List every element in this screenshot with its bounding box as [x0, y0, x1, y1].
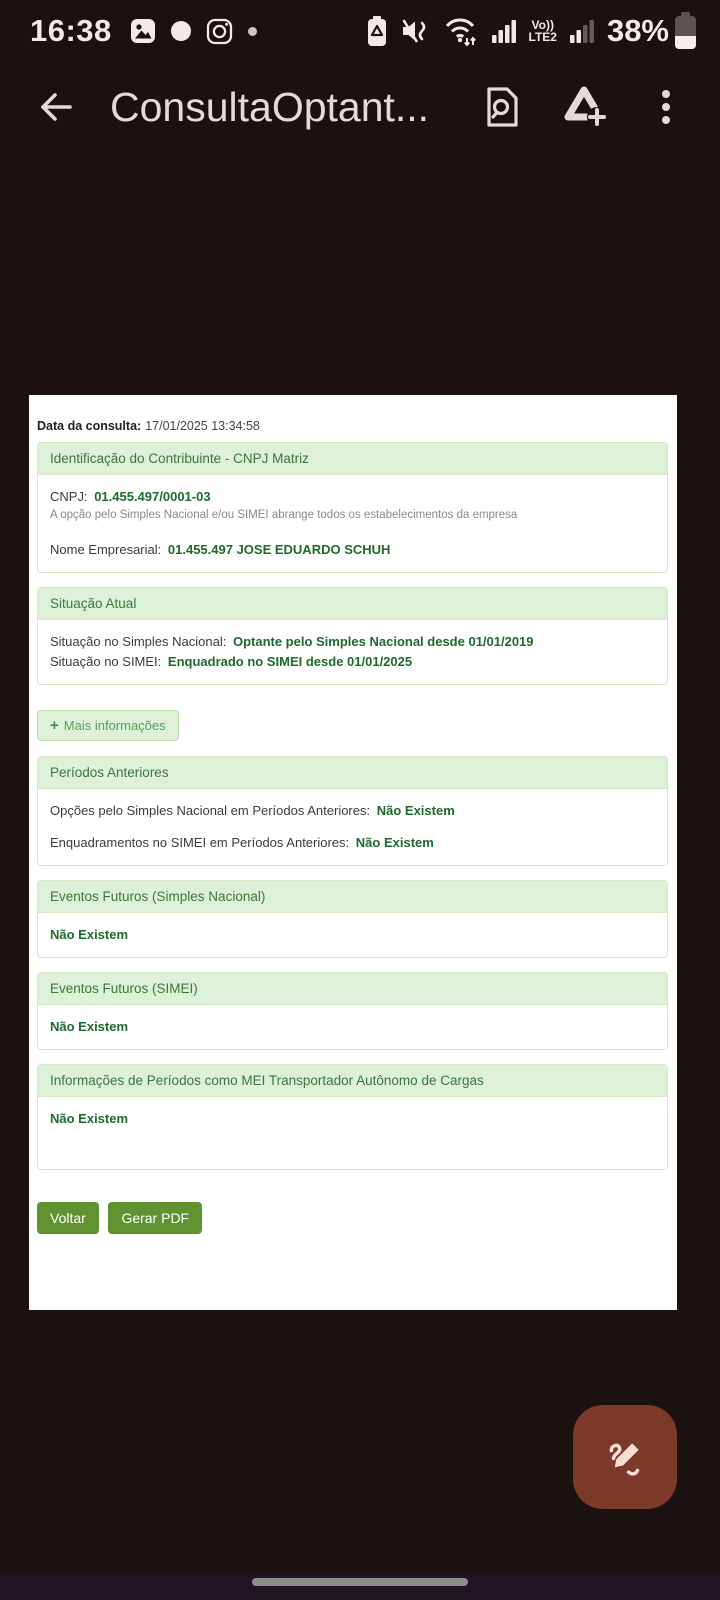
battery-icon	[675, 12, 696, 50]
panel-title: Eventos Futuros (SIMEI)	[38, 973, 667, 1005]
gallery-icon	[130, 18, 156, 44]
back-button[interactable]	[28, 83, 76, 131]
document-title: ConsultaOptant...	[110, 83, 430, 130]
cnpj-note: A opção pelo Simples Nacional e/ou SIMEI abrange todos os estabelecimentos da empresa	[50, 509, 518, 521]
panel-mei-transportador	[37, 1064, 668, 1170]
add-to-drive-button[interactable]	[558, 81, 610, 133]
status-bar	[0, 0, 720, 58]
panel-identificacao-contribuinte	[37, 442, 668, 573]
circle-notification-icon	[171, 21, 191, 41]
nao-existem-value: Não Existem	[50, 1019, 129, 1034]
panel-title: Informações de Períodos como MEI Transportador Autônomo de Cargas	[38, 1065, 667, 1097]
pdf-page[interactable]	[29, 395, 677, 1310]
voltar-button[interactable]: Voltar	[37, 1202, 99, 1234]
back-arrow-icon	[29, 84, 75, 130]
panel-title: Situação Atual	[38, 588, 667, 620]
instagram-icon	[206, 18, 233, 45]
app-bar	[0, 58, 720, 156]
panel-title: Períodos Anteriores	[38, 757, 667, 789]
panel-eventos-futuros-simples	[37, 880, 668, 958]
panel-eventos-futuros-simei	[37, 972, 668, 1050]
battery-saver-icon	[365, 15, 389, 47]
overflow-menu-button[interactable]	[640, 81, 692, 133]
nao-existem-value: Não Existem	[50, 927, 129, 942]
consultation-date: Data da consulta: 17/01/2025 13:34:58	[37, 419, 260, 433]
situacao-simples-line: Situação no Simples Nacional: Optante pelo Simples Nacional desde 01/01/2019	[50, 634, 534, 649]
plus-icon: +	[50, 717, 59, 734]
stylus-signature-icon	[602, 1434, 648, 1480]
navigation-bar	[0, 1572, 720, 1600]
find-in-document-button[interactable]	[476, 81, 528, 133]
mais-informacoes-button[interactable]: + Mais informações	[37, 710, 179, 741]
panel-situacao-atual	[37, 587, 668, 685]
add-to-drive-icon	[559, 84, 609, 130]
gerar-pdf-button[interactable]: Gerar PDF	[108, 1202, 202, 1234]
clock: 16:38	[30, 13, 112, 48]
cnpj-line: CNPJ: 01.455.497/0001-03	[50, 489, 211, 504]
action-buttons	[37, 1202, 668, 1234]
nome-empresarial-line: Nome Empresarial: 01.455.497 JOSE EDUARDO SCHUH	[50, 542, 391, 557]
signal-icon	[490, 17, 518, 45]
annotate-fab[interactable]	[573, 1405, 677, 1509]
volte-indicator: Vo)) LTE2	[528, 18, 557, 44]
panel-title: Eventos Futuros (Simples Nacional)	[38, 881, 667, 913]
gesture-handle[interactable]	[252, 1578, 468, 1586]
enquadramentos-anteriores-line: Enquadramentos no SIMEI em Períodos Anteriores: Não Existem	[50, 835, 434, 850]
situacao-simei-line: Situação no SIMEI: Enquadrado no SIMEI desde 01/01/2025	[50, 654, 413, 669]
nao-existem-value: Não Existem	[50, 1111, 129, 1126]
opcoes-anteriores-line: Opções pelo Simples Nacional em Períodos Anteriores: Não Existem	[50, 803, 455, 818]
dot-notification-icon	[248, 27, 257, 36]
panel-periodos-anteriores	[37, 756, 668, 866]
panel-title: Identificação do Contribuinte - CNPJ Matriz	[38, 443, 667, 475]
mute-vibrate-icon	[400, 16, 432, 46]
battery-percent: 38%	[606, 13, 669, 48]
overflow-menu-icon	[659, 84, 673, 130]
signal2-icon	[568, 17, 596, 45]
wifi-icon	[443, 15, 479, 47]
find-in-document-icon	[480, 84, 524, 130]
